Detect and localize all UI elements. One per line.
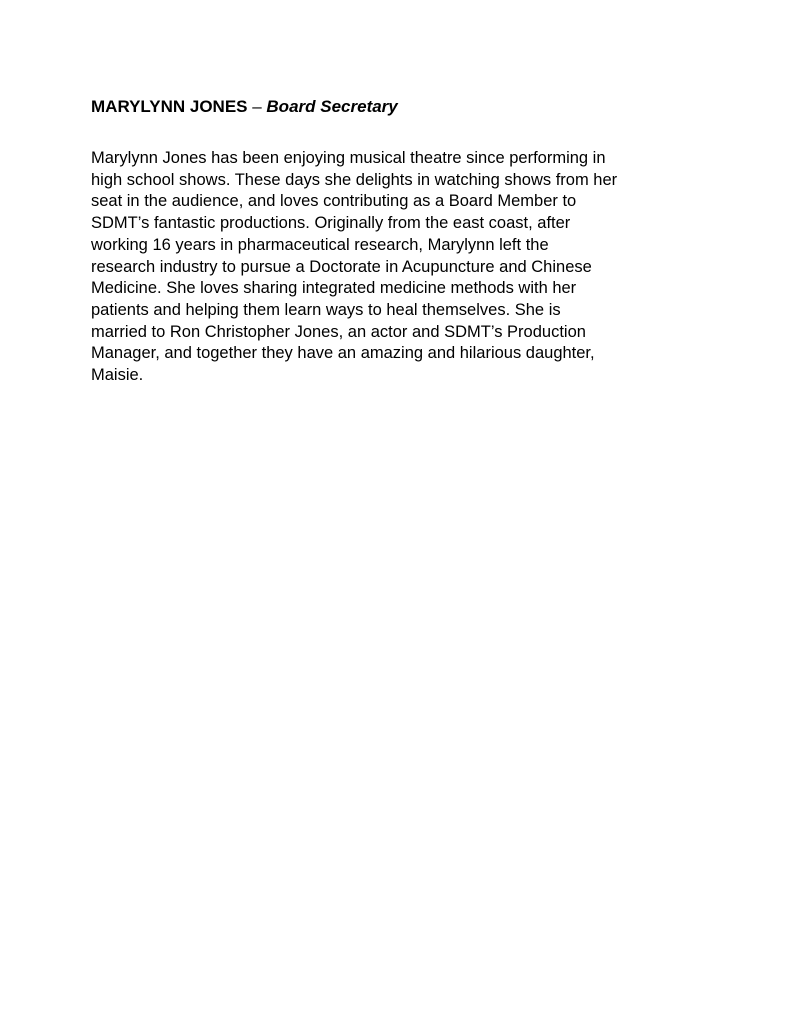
bio-heading: [91, 95, 398, 119]
bio-paragraph: [91, 148, 711, 387]
bio-line: Maisie.: [91, 366, 144, 385]
bio-line: married to Ron Christopher Jones, an actor and SDMT’s Production: [91, 322, 586, 341]
person-role: Board Secretary: [266, 97, 398, 116]
bio-line: high school shows. These days she delights in watching shows from her: [91, 170, 618, 189]
bio-line: SDMT’s fantastic productions. Originally from the east coast, after: [91, 214, 571, 233]
person-name: MARYLYNN JONES: [91, 97, 248, 116]
bio-line: Medicine. She loves sharing integrated medicine methods with her: [91, 279, 577, 298]
bio-line: working 16 years in pharmaceutical research, Marylynn left the: [91, 235, 549, 254]
bio-line: Manager, and together they have an amazing and hilarious daughter,: [91, 344, 595, 363]
bio-line: research industry to pursue a Doctorate in Acupuncture and Chinese: [91, 257, 592, 276]
heading-separator: –: [247, 97, 267, 116]
bio-line: patients and helping them learn ways to heal themselves. She is: [91, 300, 561, 319]
bio-line: seat in the audience, and loves contributing as a Board Member to: [91, 192, 577, 211]
bio-line: Marylynn Jones has been enjoying musical theatre since performing in: [91, 149, 606, 167]
